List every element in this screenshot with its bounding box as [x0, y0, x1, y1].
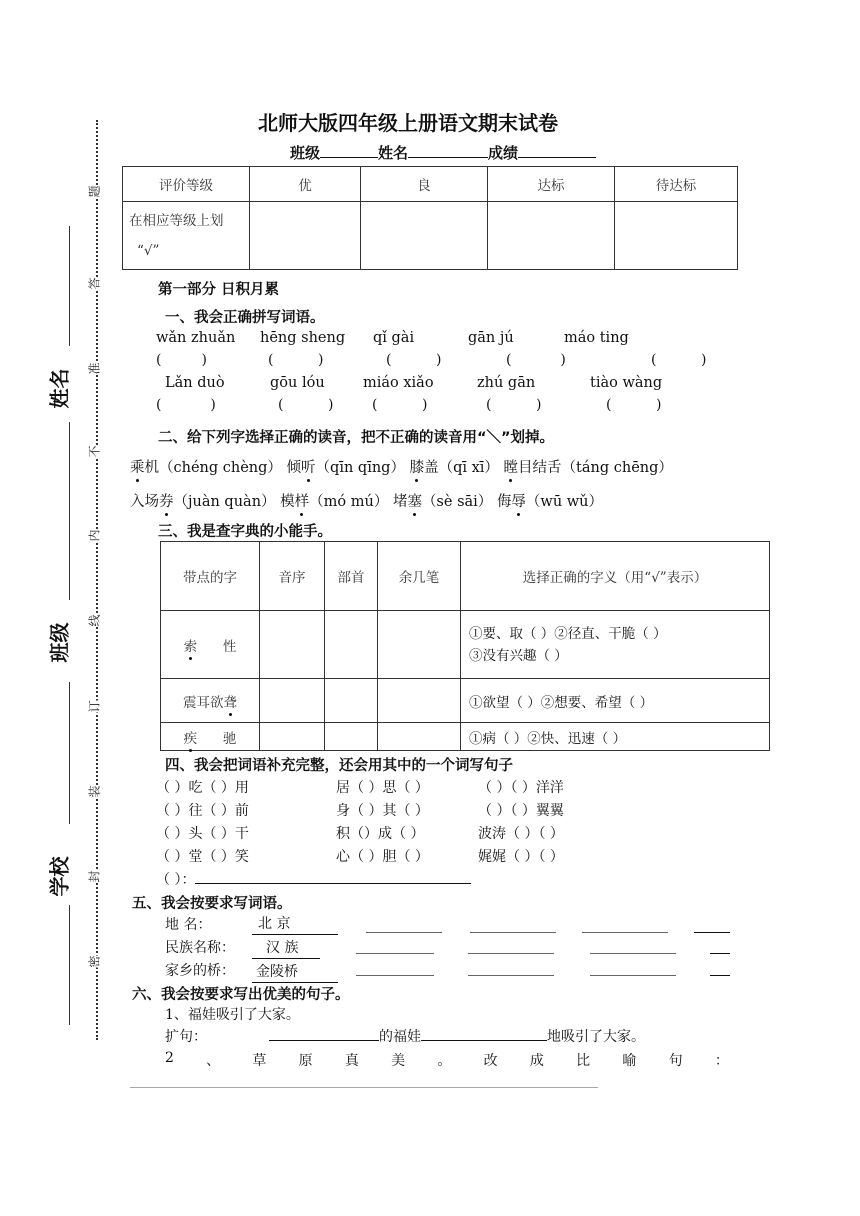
name-side-label: 姓名	[47, 368, 72, 409]
q6-sentence1: 1、福娃吸引了大家。	[165, 1007, 300, 1023]
q2-line2: 入场券（juàn quàn） 模样（mó mú） 堵塞（sè sāi） 侮辱（wū wǔ）	[130, 490, 603, 511]
q4-title: 四、我会把词语补充完整，还会用其中的一个词写句子	[165, 758, 513, 774]
dict-cell[interactable]	[325, 679, 378, 723]
q2-line1: 乘机（chéng chèng） 倾听（qīn qīng） 膝盖（qī xī） 瞠目结舌（táng chēng）	[130, 456, 673, 477]
grade-cell[interactable]	[488, 202, 615, 270]
q3-title: 三、我是查字典的小能手。	[158, 524, 332, 540]
binding-char: 订	[87, 700, 102, 713]
q1-answer-blank[interactable]: ( )	[386, 352, 442, 368]
dict-cell[interactable]	[260, 611, 325, 679]
q2-target-char: 瞠	[504, 456, 519, 477]
q6-answer-line[interactable]	[130, 1087, 598, 1088]
grade-header: 优	[250, 167, 361, 202]
score-label: 成绩	[488, 144, 519, 162]
binding-char: 题	[87, 185, 102, 198]
dict-header: 带点的字	[161, 542, 260, 611]
q4-col3[interactable]: （ ）（ ）洋洋 （ ）（ ）翼翼 波涛（ ）（ ） 娓娓（ ）（ ）	[478, 780, 564, 865]
class-side-label: 班级	[47, 622, 72, 663]
name-blank[interactable]	[408, 143, 488, 158]
grade-cell[interactable]	[615, 202, 738, 270]
dictionary-table	[160, 541, 770, 751]
q4-col1[interactable]: （ ）吃（ ）用 （ ）往（ ）前 （ ）头（ ）干 （ ）堂（ ）笑	[156, 780, 249, 865]
grade-header: 评价等级	[123, 167, 250, 202]
q4-col2[interactable]: 居（ ）思（ ） 身（ ）其（ ） 积（）成（ ） 心（ ）胆（ ）	[336, 780, 429, 865]
grade-header: 良	[361, 167, 488, 202]
dict-cell[interactable]	[260, 723, 325, 751]
grade-cell[interactable]	[250, 202, 361, 270]
dict-meanings[interactable]: ①要、取（ ）②径直、干脆（ ） ③没有兴趣（ ）	[461, 611, 770, 679]
q1-pinyin: hēng sheng	[260, 330, 346, 346]
grade-cell[interactable]	[361, 202, 488, 270]
dict-header: 部首	[325, 542, 378, 611]
q1-answer-blank[interactable]: ( )	[651, 352, 707, 368]
q1-pinyin: gān jú	[468, 330, 514, 346]
binding-char: 装	[87, 785, 102, 798]
class-label: 班级	[290, 144, 321, 162]
binding-char: 密	[87, 955, 102, 968]
dict-meanings[interactable]: ①病（ ）②快、迅速（ ）	[461, 723, 770, 751]
q1-answer-blank[interactable]: ( )	[278, 397, 334, 413]
dict-cell[interactable]	[325, 723, 378, 751]
binding-char: 准	[87, 362, 102, 375]
q5-labels: 地 名： 民族名称： 家乡的桥：	[165, 917, 235, 979]
dict-cell[interactable]	[378, 723, 461, 751]
binding-char: 线	[87, 614, 102, 627]
q1-answer-blank[interactable]: ( )	[372, 397, 428, 413]
part1-title: 第一部分 日积月累	[158, 282, 280, 298]
q2-target-char: 辱	[511, 490, 526, 511]
dict-header: 选择正确的字义（用“√”表示）	[461, 542, 770, 611]
q6-sentence2: 2 、 草 原 真 美 。 改 成 比 喻 句 ：	[165, 1050, 729, 1069]
q5-examples: 北 京 汉 族 金陵桥	[252, 914, 338, 983]
school-side-label: 学校	[47, 856, 72, 897]
page-title: 北师大版四年级上册语文期末试卷	[258, 111, 558, 135]
q1-answer-blank[interactable]: ( )	[606, 397, 662, 413]
q5-title: 五、我会按要求写词语。	[132, 896, 292, 912]
q2-target-char: 塞	[407, 490, 422, 511]
header-info-line	[290, 142, 596, 163]
q1-pinyin: tiào wàng	[590, 375, 663, 391]
dict-word: 索 性	[161, 611, 260, 679]
grade-header: 达标	[488, 167, 615, 202]
dict-header: 音序	[260, 542, 325, 611]
q1-answer-blank[interactable]: ( )	[506, 352, 566, 368]
q2-target-char: 券	[159, 490, 174, 511]
q1-pinyin: máo ting	[564, 330, 629, 346]
grade-table	[122, 166, 738, 270]
q1-pinyin: wǎn zhuǎn	[156, 330, 236, 346]
q1-title: 一、我会正确拼写词语。	[165, 310, 325, 326]
q1-pinyin: zhú gān	[477, 375, 536, 391]
dict-meanings[interactable]: ①欲望（ ）②想要、希望（ ）	[461, 679, 770, 723]
dict-header: 余几笔	[378, 542, 461, 611]
name-label: 姓名	[378, 144, 409, 162]
q2-target-char: 样	[295, 490, 310, 511]
dict-word: 震耳欲聋	[161, 679, 260, 723]
q6-expand-line[interactable]: 扩句： 的福娃 地吸引了大家。	[165, 1026, 645, 1046]
q2-title: 二、给下列字选择正确的读音，把不正确的读音用“＼”划掉。	[158, 430, 555, 446]
q6-title: 六、我会按要求写出优美的句子。	[132, 987, 350, 1003]
q2-target-char: 听	[301, 456, 316, 477]
q1-pinyin: qǐ gài	[373, 330, 415, 346]
grade-row-label: 在相应等级上划 “√”	[123, 202, 250, 270]
q1-pinyin: gōu lóu	[270, 375, 325, 391]
dict-cell[interactable]	[378, 679, 461, 723]
q1-pinyin: miáo xiǎo	[363, 375, 434, 391]
q2-target-char: 膝	[410, 456, 425, 477]
dict-cell[interactable]	[325, 611, 378, 679]
q1-answer-blank[interactable]: ( )	[486, 397, 542, 413]
dict-cell[interactable]	[260, 679, 325, 723]
class-blank[interactable]	[320, 143, 378, 158]
binding-char: 不	[87, 445, 102, 458]
binding-char: 答	[87, 277, 102, 290]
dict-cell[interactable]	[378, 611, 461, 679]
grade-header: 待达标	[615, 167, 738, 202]
q1-pinyin: Lǎn duò	[165, 375, 225, 391]
q4-sentence-line[interactable]: （ ）：	[156, 869, 471, 889]
score-blank[interactable]	[518, 143, 596, 158]
q1-answer-blank[interactable]: ( )	[156, 352, 207, 368]
dict-word: 疾 驰	[161, 723, 260, 751]
q1-answer-blank[interactable]: ( )	[156, 397, 216, 413]
q2-target-char: 乘	[130, 456, 145, 477]
binding-char: 内	[87, 529, 102, 542]
q1-answer-blank[interactable]: ( )	[268, 352, 324, 368]
binding-char: 封	[87, 870, 102, 883]
